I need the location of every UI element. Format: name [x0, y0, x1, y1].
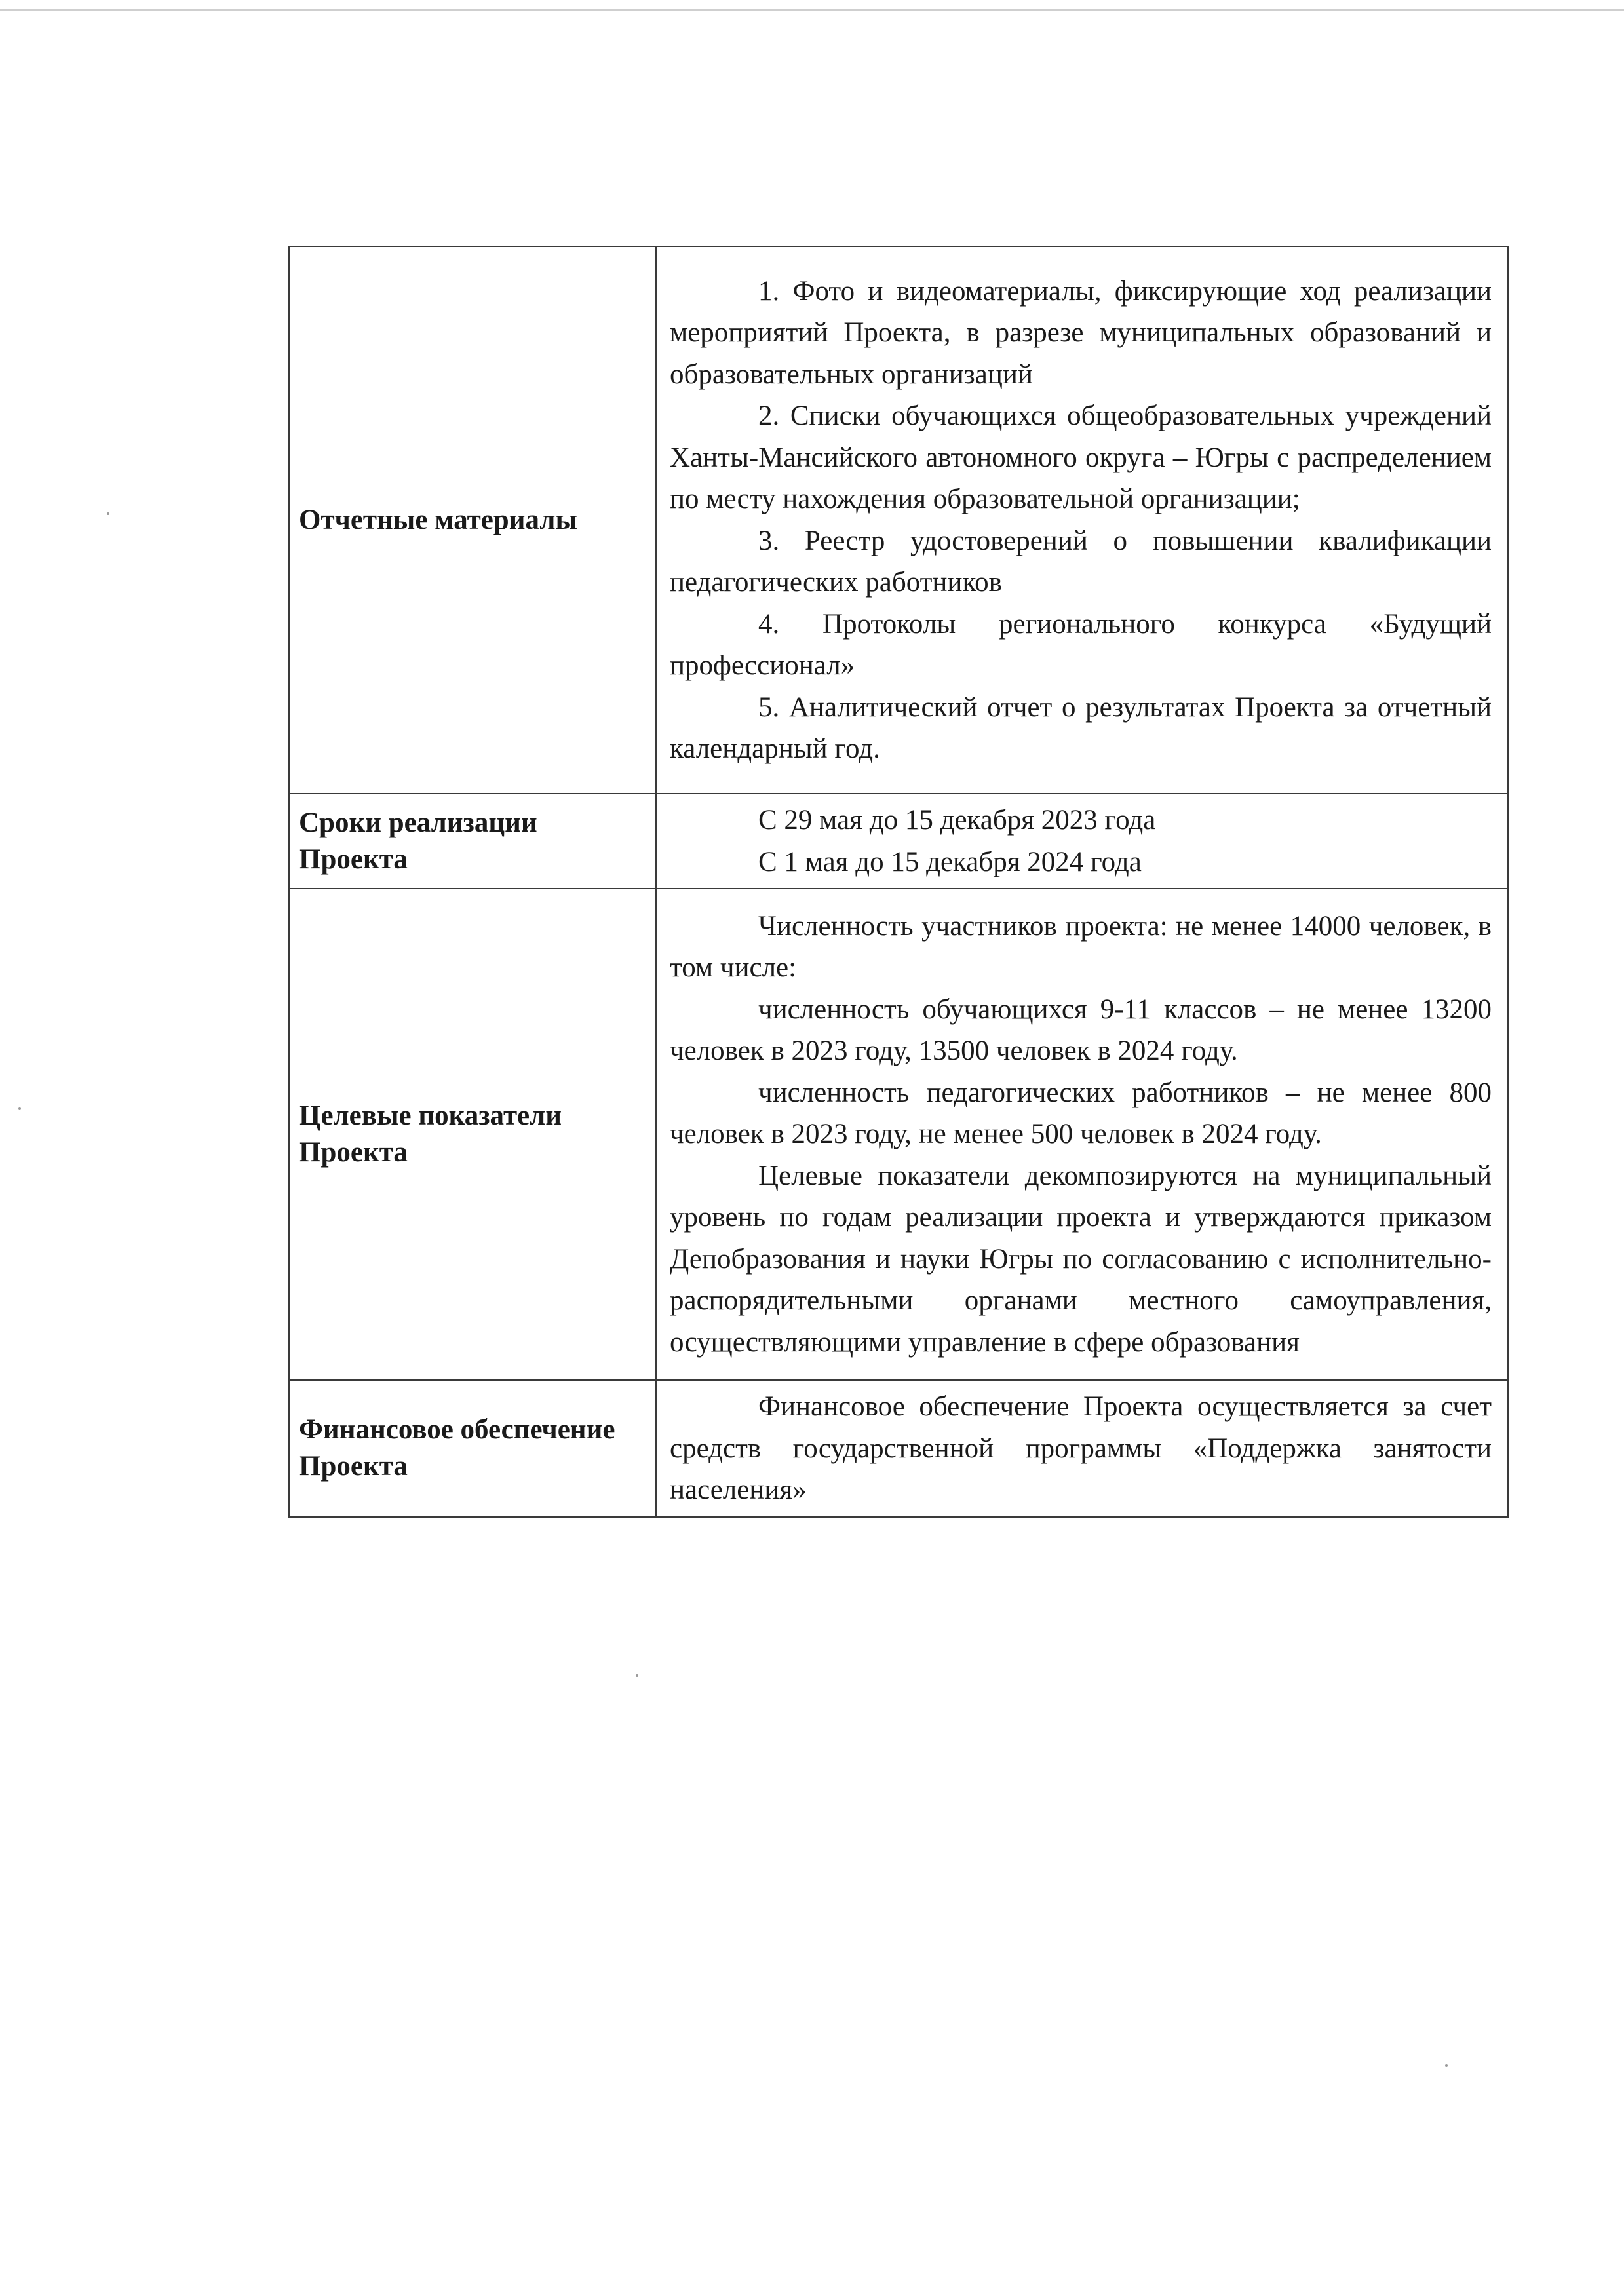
row-label-implementation-period: Сроки реализации Проекта — [289, 794, 656, 889]
list-item: Целевые показатели декомпозируются на муниципальный уровень по годам реализации проекта и утверждаются приказом Депобразования и науки Югры по согласованию с исполнительно-распорядительными органами местного самоуправления, осуществляющими управление в сфере образования — [670, 1160, 1492, 1358]
scan-speck — [1445, 2064, 1448, 2067]
scan-top-edge — [0, 9, 1624, 11]
row-value-reporting-materials — [656, 246, 1508, 794]
scan-speck — [636, 1674, 638, 1677]
list-item: 4. Протоколы регионального конкурса «Будущий профессионал» — [670, 608, 1492, 681]
list-item: численность педагогических работников – не менее 800 человек в 2023 году, не менее 500 человек в 2024 году. — [670, 1077, 1492, 1150]
list-item: С 1 мая до 15 декабря 2024 года — [758, 846, 1142, 877]
list-item: 5. Аналитический отчет о результатах Проекта за отчетный календарный год. — [670, 691, 1492, 764]
row-label-reporting-materials: Отчетные материалы — [289, 246, 656, 794]
row-label-target-indicators: Целевые показатели Проекта — [289, 889, 656, 1380]
table-row-implementation-period — [289, 794, 1508, 889]
list-item: 2. Списки обучающихся общеобразовательных учреждений Ханты-Мансийского автономного округа – Югры с распределением по месту нахождения образовательной организации; — [670, 400, 1492, 514]
list-item: 3. Реестр удостоверений о повышении квалификации педагогических работников — [670, 525, 1492, 598]
list-item: С 29 мая до 15 декабря 2023 года — [758, 805, 1156, 836]
table-row-target-indicators — [289, 889, 1508, 1380]
scan-speck — [18, 1107, 21, 1110]
row-label-financing: Финансовое обеспечение Проекта — [289, 1380, 656, 1517]
row-value-implementation-period — [656, 794, 1508, 889]
list-item: Финансовое обеспечение Проекта осуществляется за счет средств государственной программы «Поддержка занятости населения» — [670, 1391, 1492, 1505]
list-item: 1. Фото и видеоматериалы, фиксирующие ход реализации мероприятий Проекта, в разрезе муниципальных образований и образовательных организаций — [670, 275, 1492, 390]
row-value-target-indicators — [656, 889, 1508, 1380]
row-value-financing — [656, 1380, 1508, 1517]
list-item: Численность участников проекта: не менее 14000 человек, в том числе: — [670, 910, 1492, 984]
scan-speck — [107, 512, 109, 515]
table-row-financing — [289, 1380, 1508, 1517]
table-row-reporting-materials — [289, 246, 1508, 794]
list-item: численность обучающихся 9-11 классов – не менее 13200 человек в 2023 году, 13500 человек в 2024 году. — [670, 993, 1492, 1067]
project-passport-table — [288, 246, 1509, 1518]
